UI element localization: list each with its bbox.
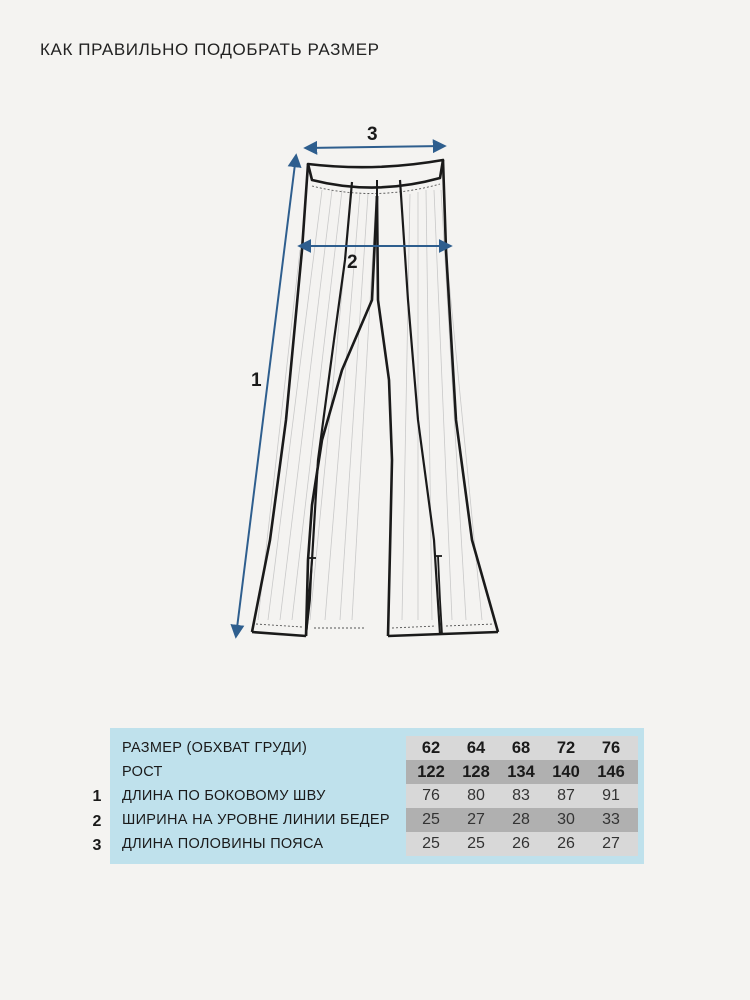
table-row [110, 736, 644, 760]
cell: 33 [602, 811, 620, 828]
rib-texture [258, 190, 482, 620]
size-table [110, 728, 644, 864]
row-label: РАЗМЕР (ОБХВАТ ГРУДИ) [122, 740, 308, 756]
dimension-3-arrow [306, 146, 444, 148]
cell: 128 [462, 763, 490, 781]
cell: 30 [557, 811, 575, 828]
row-values [406, 736, 638, 760]
table-row [110, 784, 644, 808]
cell: 146 [597, 763, 625, 781]
row-values [406, 808, 638, 832]
hem-stitching [256, 624, 494, 628]
row-values [406, 784, 638, 808]
table-row [110, 808, 644, 832]
hem-slits [306, 556, 442, 636]
cell: 80 [467, 787, 485, 804]
pants-outline [252, 160, 498, 636]
cell: 134 [507, 763, 535, 781]
table-row [110, 832, 644, 856]
row-values [406, 832, 638, 856]
cell: 26 [512, 835, 530, 852]
row-label: РОСТ [122, 764, 163, 780]
cell: 25 [422, 835, 440, 852]
cell: 87 [557, 787, 575, 804]
cell: 83 [512, 787, 530, 804]
table-row [110, 760, 644, 784]
cell: 91 [602, 787, 620, 804]
cell: 76 [422, 787, 440, 804]
row-label: ДЛИНА ПО БОКОВОМУ ШВУ [122, 788, 326, 804]
dimension-2-label: 2 [347, 252, 358, 273]
cell: 26 [557, 835, 575, 852]
cell: 122 [417, 763, 445, 781]
cell: 76 [601, 739, 621, 757]
cell: 25 [422, 811, 440, 828]
row-values [406, 760, 638, 784]
page-title: КАК ПРАВИЛЬНО ПОДОБРАТЬ РАЗМЕР [40, 40, 380, 59]
cell: 64 [466, 739, 486, 757]
row-number-3: 3 [92, 837, 102, 854]
cell: 62 [421, 739, 441, 757]
row-label: ДЛИНА ПОЛОВИНЫ ПОЯСА [122, 836, 324, 852]
cell: 27 [602, 835, 620, 852]
cell: 68 [511, 739, 531, 757]
row-number-1: 1 [92, 788, 102, 805]
cell: 25 [467, 835, 485, 852]
cell: 28 [512, 811, 530, 828]
dimension-3-label: 3 [367, 124, 378, 145]
cell: 27 [467, 811, 485, 828]
dimension-1-label: 1 [251, 370, 262, 391]
cell: 140 [552, 763, 580, 781]
row-number-2: 2 [92, 813, 102, 830]
cell: 72 [556, 739, 576, 757]
row-label: ШИРИНА НА УРОВНЕ ЛИНИИ БЕДЕР [122, 812, 390, 828]
